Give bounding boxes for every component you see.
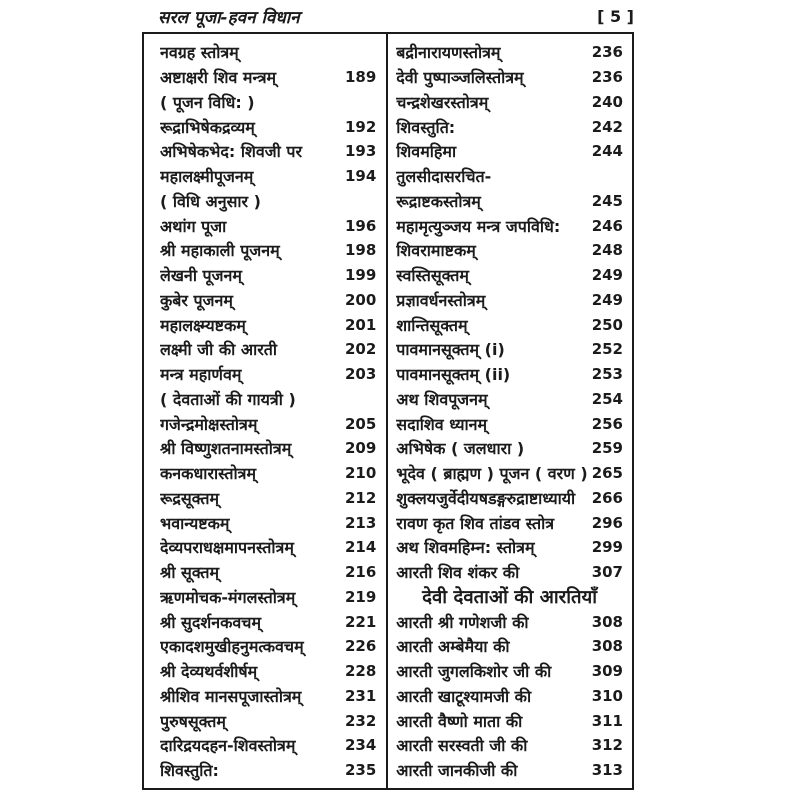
toc-entry-page: 221 — [344, 612, 377, 631]
toc-entry-title: पावमानसूक्तम् (ii) — [396, 365, 511, 385]
toc-entry — [396, 659, 623, 684]
toc-entry-page: 209 — [344, 439, 377, 458]
toc-entry — [160, 461, 376, 486]
page-header — [142, 2, 634, 30]
toc-entry — [396, 90, 623, 115]
toc-entry — [160, 312, 376, 337]
toc-entry-page: 240 — [591, 92, 623, 111]
toc-entry-title: शिवमहिमा — [396, 142, 457, 162]
toc-entry-page: 194 — [344, 167, 377, 186]
toc-entry-title: बद्रीनारायणस्तोत्रम् — [396, 43, 501, 63]
toc-entry — [396, 733, 623, 758]
toc-entry-page: 308 — [591, 612, 623, 631]
toc-entry — [160, 411, 376, 436]
toc-entry-page: 311 — [591, 711, 623, 730]
toc-entry-title: दारिद्रयदहन-शिवस्तोत्रम् — [160, 736, 296, 756]
toc-entry-page: 242 — [591, 117, 623, 136]
toc-entry — [160, 733, 376, 758]
toc-entry-page: 266 — [591, 488, 623, 507]
toc-column-left — [144, 34, 388, 788]
toc-entry — [160, 114, 376, 139]
toc-entry-page: 236 — [591, 68, 623, 87]
toc-entry — [160, 634, 376, 659]
toc-entry-title: रूद्राभिषेकद्रव्यम् — [160, 117, 255, 137]
toc-entry-title: देवी पुष्पाञ्जलिस्तोत्रम् — [396, 68, 524, 88]
toc-entry-title: गजेन्द्रमोक्षस्तोत्रम् — [160, 414, 258, 434]
toc-entry-title: महालक्ष्म्यष्टकम् — [160, 315, 246, 335]
toc-entry-title: अथांग पूजा — [160, 216, 227, 236]
toc-section-heading-text: देवी देवताओं की आरतियाँ — [422, 587, 598, 609]
book-title: सरल पूजा-हवन विधान — [158, 7, 300, 28]
toc-entry — [160, 387, 376, 412]
toc-entry-page: 259 — [591, 439, 623, 458]
toc-entry-title: अभिषेक ( जलधारा ) — [396, 439, 525, 459]
toc-entry — [396, 634, 623, 659]
toc-entry — [396, 189, 623, 214]
toc-entry — [396, 461, 623, 486]
toc-entry-title: श्री सूक्तम् — [160, 563, 220, 583]
toc-entry-title: श्री सुदर्शनकवचम् — [160, 612, 262, 632]
toc-entry-page: 265 — [591, 464, 623, 483]
toc-entry-page: 246 — [591, 216, 623, 235]
toc-entry-page: 232 — [344, 711, 377, 730]
toc-entry-page: 203 — [344, 365, 377, 384]
toc-entry-title: शिवरामाष्टकम् — [396, 241, 476, 261]
toc-entry — [396, 139, 623, 164]
toc-entry-page: 216 — [344, 563, 377, 582]
toc-entry — [396, 708, 623, 733]
toc-entry-page: 205 — [344, 414, 377, 433]
toc-entry-page: 249 — [591, 266, 623, 285]
toc-entry — [160, 659, 376, 684]
toc-entry-title: एकादशमुखीहनुमत्कवचम् — [160, 637, 304, 657]
toc-entry — [396, 362, 623, 387]
toc-entry-title: अष्टाक्षरी शिव मन्त्रम् — [160, 68, 277, 88]
toc-section-heading — [396, 585, 623, 610]
toc-entry-page: 192 — [344, 117, 377, 136]
toc-entry-title: आरती सरस्वती जी की — [396, 736, 528, 756]
toc-entry-title: पावमानसूक्तम् (i) — [396, 340, 505, 360]
toc-entry-title: तुलसीदासरचित- — [396, 167, 492, 187]
toc-entry-page: 308 — [591, 637, 623, 656]
toc-entry-page: 210 — [344, 464, 377, 483]
toc-entry — [396, 535, 623, 560]
toc-entry-title: महालक्ष्मीपूजनम् — [160, 167, 254, 187]
toc-entry — [160, 486, 376, 511]
toc-entry-title: शिवस्तुति: — [160, 761, 219, 781]
toc-entry — [160, 560, 376, 585]
toc-entry-page: 226 — [344, 637, 377, 656]
toc-entry — [396, 164, 623, 189]
toc-entry — [160, 139, 376, 164]
toc-entry-title: श्री देव्यथर्वशीर्षम् — [160, 662, 258, 682]
toc-entry-title: भूदेव ( ब्राह्मण ) पूजन ( वरण ) — [396, 464, 588, 484]
toc-entry-page: 309 — [591, 662, 623, 681]
toc-entry-title: आरती जानकीजी की — [396, 761, 518, 781]
toc-entry — [160, 213, 376, 238]
toc-entry-title: पुरुषसूक्तम् — [160, 711, 226, 731]
toc-entry — [160, 288, 376, 313]
toc-entry-title: कुबेर पूजनम् — [160, 290, 233, 310]
toc-entry-title: सदाशिव ध्यानम् — [396, 414, 488, 434]
toc-entry — [396, 337, 623, 362]
toc-entry — [160, 535, 376, 560]
toc-entry-page: 198 — [344, 241, 377, 260]
toc-entry — [160, 362, 376, 387]
toc-entry-title: अभिषेकभेद: शिवजी पर — [160, 142, 303, 162]
toc-entry-title: नवग्रह स्तोत्रम् — [160, 43, 239, 63]
toc-column-right — [388, 34, 632, 788]
toc-entry — [160, 65, 376, 90]
toc-entry — [160, 436, 376, 461]
toc-entry-title: श्री विष्णुशतनामस्तोत्रम् — [160, 439, 292, 459]
toc-entry-title: कनकधारास्तोत्रम् — [160, 464, 257, 484]
toc-entry-page: 193 — [344, 142, 377, 161]
toc-entry-title: महामृत्युञ्जय मन्त्र जपविधि: — [396, 216, 561, 236]
toc-entry — [160, 263, 376, 288]
toc-entry — [396, 288, 623, 313]
toc-entry-page: 307 — [591, 563, 623, 582]
toc-entry-page: 245 — [591, 191, 623, 210]
toc-entry-page: 299 — [591, 538, 623, 557]
toc-entry — [396, 560, 623, 585]
toc-entry — [396, 486, 623, 511]
toc-entry-title: ( देवताओं की गायत्री ) — [160, 389, 296, 409]
toc-entry — [396, 40, 623, 65]
toc-entry-title: अथ शिवमहिम्न: स्तोत्रम् — [396, 538, 535, 558]
toc-entry — [396, 436, 623, 461]
toc-entry-title: आरती खाटूश्यामजी की — [396, 686, 532, 706]
toc-entry-page: 249 — [591, 290, 623, 309]
toc-entry — [160, 708, 376, 733]
toc-entry — [160, 337, 376, 362]
toc-entry-page: 231 — [344, 686, 377, 705]
toc-entry — [396, 684, 623, 709]
toc-entry-title: शुक्लयजुर्वेदीयषडङ्गरुद्राष्टाध्यायी — [396, 488, 576, 508]
toc-entry-page: 310 — [591, 686, 623, 705]
toc-entry-title: शान्तिसूक्तम् — [396, 315, 468, 335]
toc-entry-page: 189 — [344, 68, 377, 87]
toc-entry — [396, 758, 623, 783]
toc-entry-title: भवान्यष्टकम् — [160, 513, 230, 533]
toc-entry-page: 252 — [591, 340, 623, 359]
toc-entry — [160, 40, 376, 65]
toc-entry-page: 202 — [344, 340, 377, 359]
toc-entry — [396, 238, 623, 263]
toc-entry-page: 296 — [591, 513, 623, 532]
toc-entry-page: 201 — [344, 315, 377, 334]
toc-entry-page: 256 — [591, 414, 623, 433]
toc-entry-title: अथ शिवपूजनम् — [396, 389, 488, 409]
toc-entry-title: लक्ष्मी जी की आरती — [160, 340, 277, 360]
toc-entry-title: श्री महाकाली पूजनम् — [160, 241, 280, 261]
toc-entry — [160, 238, 376, 263]
toc-entry-title: ( पूजन विधि: ) — [160, 92, 255, 112]
toc-entry-page: 313 — [591, 761, 623, 780]
toc-entry — [396, 114, 623, 139]
toc-entry — [396, 213, 623, 238]
toc-entry-title: आरती वैष्णो माता की — [396, 711, 523, 731]
toc-entry — [396, 510, 623, 535]
toc-entry-title: आरती श्री गणेशजी की — [396, 612, 529, 632]
toc-entry-page: 213 — [344, 513, 377, 532]
toc-entry-page: 250 — [591, 315, 623, 334]
toc-entry-page: 228 — [344, 662, 377, 681]
toc-entry-title: रूद्रसूक्तम् — [160, 488, 220, 508]
toc-entry-page: 235 — [344, 761, 377, 780]
page-number-label: [ 5 ] — [597, 6, 634, 26]
toc-entry-title: आरती अम्बेमैया की — [396, 637, 510, 657]
toc-entry-page: 236 — [591, 43, 623, 62]
toc-entry-page: 312 — [591, 736, 623, 755]
toc-entry-title: चन्द्रशेखरस्तोत्रम् — [396, 92, 489, 112]
toc-entry — [160, 189, 376, 214]
toc-entry-title: प्रज्ञावर्धनस्तोत्रम् — [396, 290, 486, 310]
toc-entry-title: ( विधि अनुसार ) — [160, 191, 261, 211]
toc-entry-title: ऋणमोचक-मंगलस्तोत्रम् — [160, 587, 296, 607]
toc-entry-page: 212 — [344, 488, 377, 507]
toc-entry-page: 214 — [344, 538, 377, 557]
toc-entry-page: 253 — [591, 365, 623, 384]
toc-entry-title: स्वस्तिसूक्तम् — [396, 266, 469, 286]
toc-entry — [396, 411, 623, 436]
toc-entry-title: आरती जुगलकिशोर जी की — [396, 662, 552, 682]
toc-entry — [160, 164, 376, 189]
toc-entry — [160, 90, 376, 115]
toc-entry-title: आरती शिव शंकर की — [396, 563, 520, 583]
toc-entry — [396, 312, 623, 337]
toc-entry — [396, 387, 623, 412]
toc-entry-page: 200 — [344, 290, 377, 309]
toc-entry-page: 254 — [591, 389, 623, 408]
toc-entry — [396, 65, 623, 90]
toc-entry-title: रूद्राष्टकस्तोत्रम् — [396, 191, 481, 211]
table-of-contents — [142, 32, 634, 790]
toc-entry — [160, 510, 376, 535]
toc-entry — [396, 263, 623, 288]
toc-entry-page: 219 — [344, 587, 377, 606]
toc-entry-title: रावण कृत शिव तांडव स्तोत्र — [396, 513, 555, 533]
toc-entry-page: 244 — [591, 142, 623, 161]
toc-entry-title: लेखनी पूजनम् — [160, 266, 242, 286]
toc-entry-page: 199 — [344, 266, 377, 285]
toc-entry — [396, 609, 623, 634]
toc-entry-title: श्रीशिव मानसपूजास्तोत्रम् — [160, 686, 302, 706]
toc-entry — [160, 684, 376, 709]
toc-entry-title: देव्यपराधक्षमापनस्तोत्रम् — [160, 538, 294, 558]
toc-entry-title: मन्त्र महार्णवम् — [160, 365, 242, 385]
toc-entry-page: 234 — [344, 736, 377, 755]
toc-entry — [160, 585, 376, 610]
toc-entry-page: 196 — [344, 216, 377, 235]
toc-entry-title: शिवस्तुति: — [396, 117, 456, 137]
toc-entry — [160, 609, 376, 634]
toc-entry-page: 248 — [591, 241, 623, 260]
toc-entry — [160, 758, 376, 783]
